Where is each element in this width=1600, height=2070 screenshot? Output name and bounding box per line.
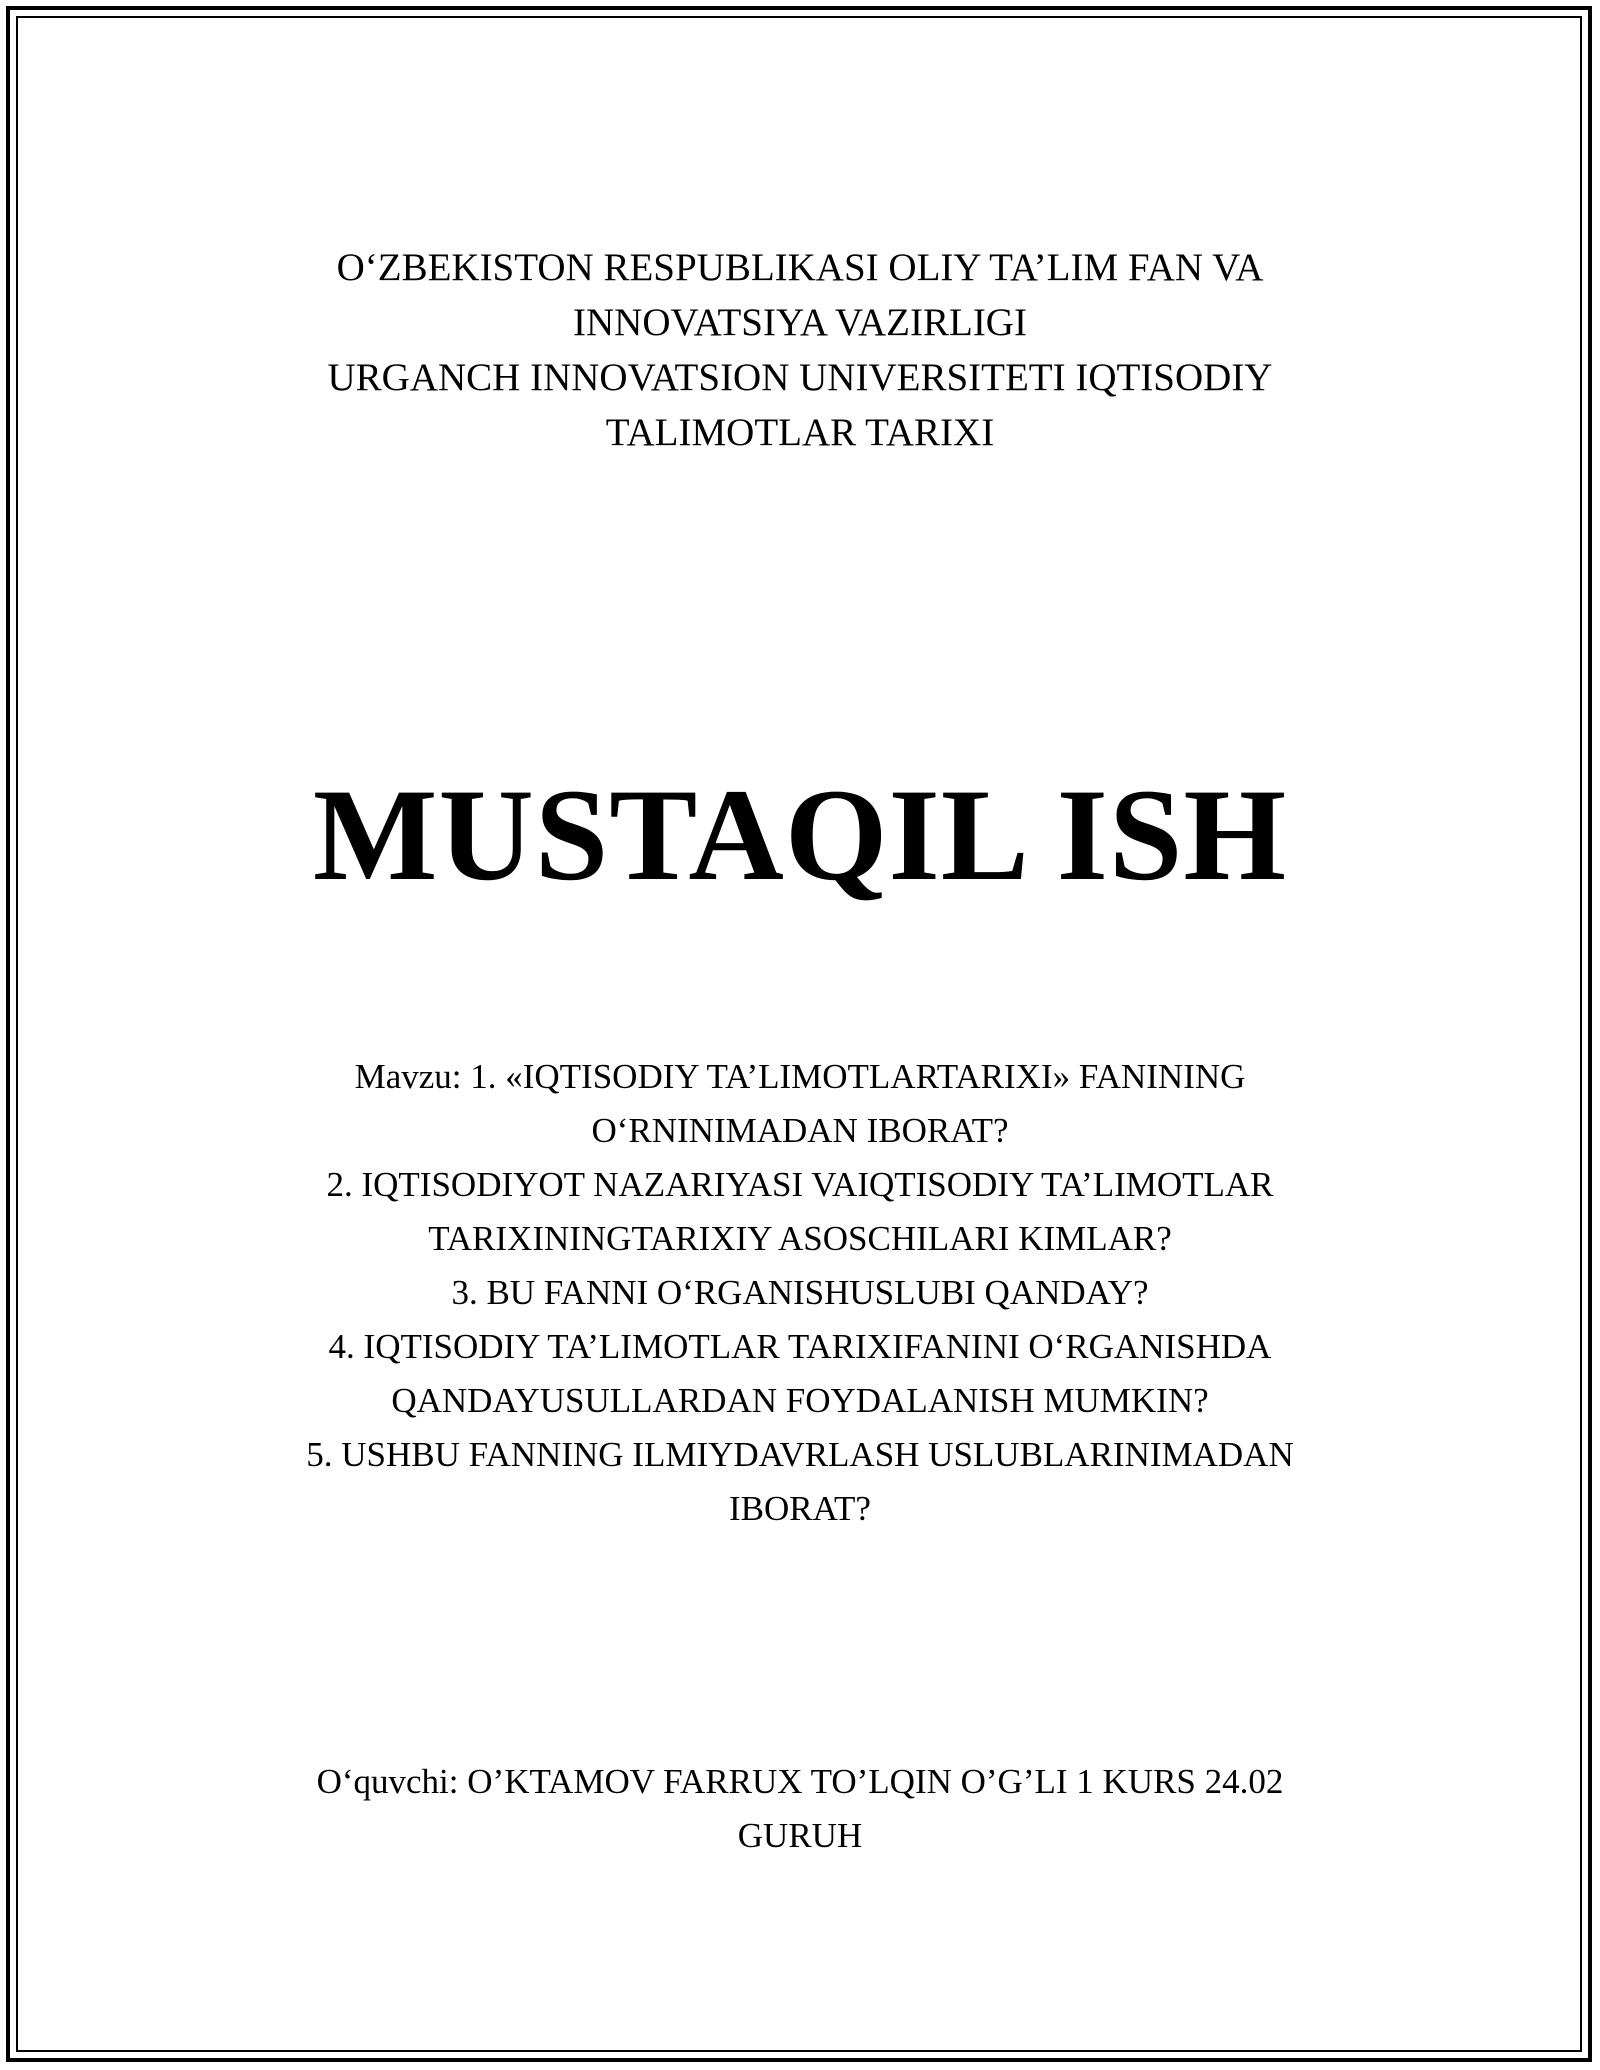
topic-line: QANDAYUSULLARDAN FOYDALANISH MUMKIN?	[391, 1381, 1209, 1420]
header-line: TALIMOTLAR TARIXI	[605, 411, 995, 454]
topic-line: 2. IQTISODIYOT NAZARIYASI VAIQTISODIY TA’LIMOTLAR	[326, 1165, 1274, 1204]
topic-line: O‘RNINIMADAN IBORAT?	[591, 1111, 1009, 1150]
topic-line: 4. IQTISODIY TA’LIMOTLAR TARIXIFANINI O‘RGANISHDA	[328, 1327, 1272, 1366]
institution-header	[0, 240, 1600, 460]
topic-line: TARIXININGTARIXIY ASOSCHILARI KIMLAR?	[428, 1219, 1172, 1258]
topic-line: IBORAT?	[729, 1489, 871, 1528]
document-title: MUSTAQIL ISH	[312, 761, 1288, 908]
student-line: O‘quvchi: O’KTAMOV FARRUX TO’LQIN O’G’LI 1 KURS 24.02	[316, 1762, 1284, 1801]
student-info	[0, 1755, 1600, 1863]
header-line: INNOVATSIYA VAZIRLIGI	[573, 301, 1027, 344]
header-line: O‘ZBEKISTON RESPUBLIKASI OLIY TA’LIM FAN VA	[336, 246, 1264, 289]
topic-line: 5. USHBU FANNING ILMIYDAVRLASH USLUBLARINIMADAN	[306, 1435, 1294, 1474]
header-line: URGANCH INNOVATSION UNIVERSITETI IQTISODIY	[327, 356, 1273, 399]
topic-line: Mavzu: 1. «IQTISODIY TA’LIMOTLARTARIXI» FANINING	[354, 1057, 1246, 1096]
topic-line: 3. BU FANNI O‘RGANISHUSLUBI QANDAY?	[451, 1273, 1149, 1312]
student-line: GURUH	[737, 1816, 863, 1855]
topics-section	[0, 1050, 1600, 1536]
